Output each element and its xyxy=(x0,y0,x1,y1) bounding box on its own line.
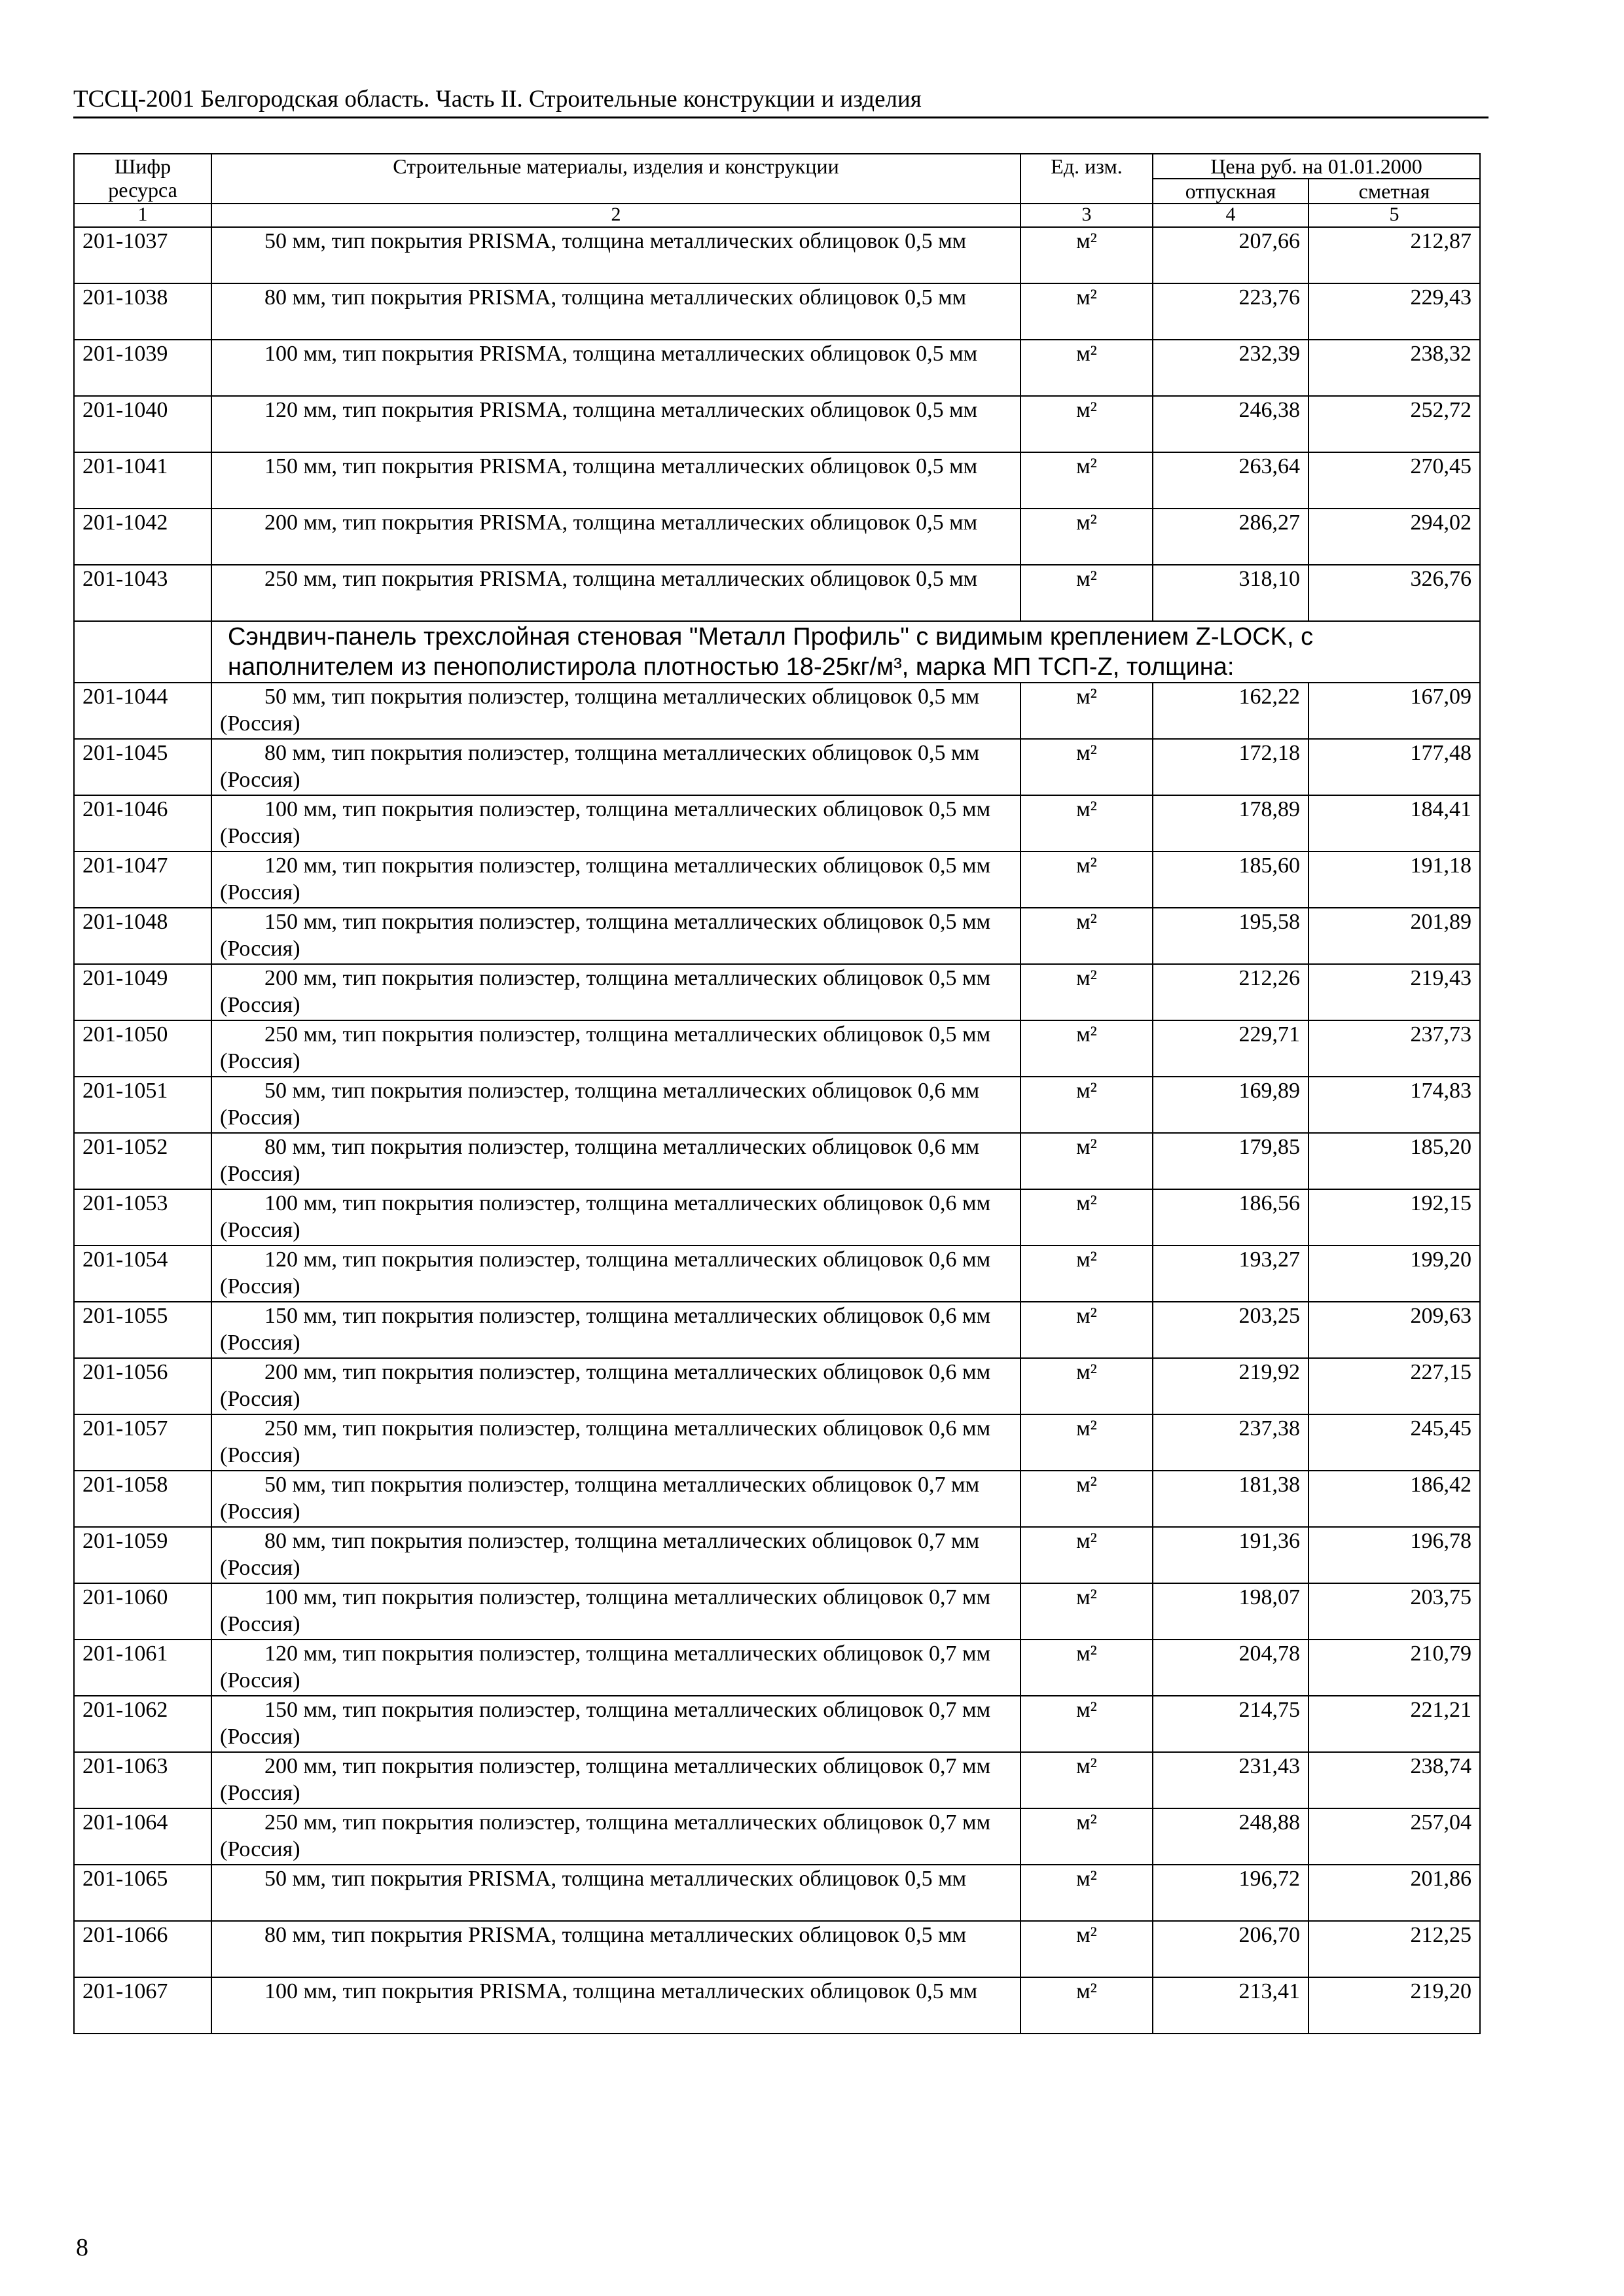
header-materials: Строительные материалы, изделия и конструкции xyxy=(211,154,1020,204)
item-description: 100 мм, тип покрытия полиэстер, толщина металлических облицовок 0,6 мм (Россия) xyxy=(211,1189,1020,1246)
unit-cell: м² xyxy=(1020,1020,1153,1077)
item-description: 100 мм, тип покрытия полиэстер, толщина металлических облицовок 0,7 мм (Россия) xyxy=(211,1583,1020,1640)
header-estimate-price: сметная xyxy=(1308,179,1480,204)
release-price: 203,25 xyxy=(1153,1302,1308,1358)
unit-cell: м² xyxy=(1020,739,1153,795)
release-price: 172,18 xyxy=(1153,739,1308,795)
release-price: 246,38 xyxy=(1153,396,1308,452)
release-price: 286,27 xyxy=(1153,509,1308,565)
estimate-price: 326,76 xyxy=(1308,565,1480,621)
release-price: 162,22 xyxy=(1153,683,1308,739)
resource-code: 201-1048 xyxy=(74,908,211,964)
table-row xyxy=(74,852,1480,908)
estimate-price: 184,41 xyxy=(1308,795,1480,852)
resource-code: 201-1047 xyxy=(74,852,211,908)
estimate-price: 212,25 xyxy=(1308,1921,1480,1977)
table-row xyxy=(74,396,1480,452)
table-row xyxy=(74,283,1480,340)
unit-cell: м² xyxy=(1020,852,1153,908)
column-number: 4 xyxy=(1153,204,1308,227)
table-row xyxy=(74,964,1480,1020)
item-description: 250 мм, тип покрытия полиэстер, толщина металлических облицовок 0,6 мм (Россия) xyxy=(211,1414,1020,1471)
unit-cell: м² xyxy=(1020,1246,1153,1302)
item-description: 120 мм, тип покрытия PRISMA, толщина металлических облицовок 0,5 мм xyxy=(211,396,1020,452)
table-row xyxy=(74,1302,1480,1358)
item-description: 100 мм, тип покрытия PRISMA, толщина металлических облицовок 0,5 мм xyxy=(211,1977,1020,2034)
item-description: 150 мм, тип покрытия полиэстер, толщина металлических облицовок 0,5 мм (Россия) xyxy=(211,908,1020,964)
resource-code: 201-1059 xyxy=(74,1527,211,1583)
release-price: 185,60 xyxy=(1153,852,1308,908)
table-row xyxy=(74,1414,1480,1471)
release-price: 248,88 xyxy=(1153,1808,1308,1865)
price-table xyxy=(73,153,1481,2034)
resource-code: 201-1040 xyxy=(74,396,211,452)
estimate-price: 192,15 xyxy=(1308,1189,1480,1246)
item-description: 50 мм, тип покрытия полиэстер, толщина металлических облицовок 0,7 мм (Россия) xyxy=(211,1471,1020,1527)
unit-cell: м² xyxy=(1020,509,1153,565)
table-row xyxy=(74,509,1480,565)
resource-code: 201-1053 xyxy=(74,1189,211,1246)
release-price: 318,10 xyxy=(1153,565,1308,621)
release-price: 207,66 xyxy=(1153,227,1308,283)
resource-code: 201-1041 xyxy=(74,452,211,509)
unit-cell: м² xyxy=(1020,964,1153,1020)
table-row xyxy=(74,1077,1480,1133)
item-description: 150 мм, тип покрытия полиэстер, толщина металлических облицовок 0,6 мм (Россия) xyxy=(211,1302,1020,1358)
resource-code: 201-1060 xyxy=(74,1583,211,1640)
release-price: 214,75 xyxy=(1153,1696,1308,1752)
column-number: 1 xyxy=(74,204,211,227)
table-row xyxy=(74,795,1480,852)
estimate-price: 201,89 xyxy=(1308,908,1480,964)
header-price: Цена руб. на 01.01.2000 xyxy=(1153,154,1480,179)
release-price: 232,39 xyxy=(1153,340,1308,396)
table-row xyxy=(74,1921,1480,1977)
unit-cell: м² xyxy=(1020,1865,1153,1921)
table-row xyxy=(74,340,1480,396)
estimate-price: 229,43 xyxy=(1308,283,1480,340)
estimate-price: 186,42 xyxy=(1308,1471,1480,1527)
item-description: 80 мм, тип покрытия PRISMA, толщина металлических облицовок 0,5 мм xyxy=(211,1921,1020,1977)
resource-code: 201-1057 xyxy=(74,1414,211,1471)
resource-code: 201-1063 xyxy=(74,1752,211,1808)
resource-code: 201-1055 xyxy=(74,1302,211,1358)
estimate-price: 219,20 xyxy=(1308,1977,1480,2034)
estimate-price: 237,73 xyxy=(1308,1020,1480,1077)
table-row xyxy=(74,1133,1480,1189)
resource-code: 201-1061 xyxy=(74,1640,211,1696)
release-price: 193,27 xyxy=(1153,1246,1308,1302)
item-description: 200 мм, тип покрытия PRISMA, толщина металлических облицовок 0,5 мм xyxy=(211,509,1020,565)
unit-cell: м² xyxy=(1020,283,1153,340)
item-description: 250 мм, тип покрытия полиэстер, толщина металлических облицовок 0,5 мм (Россия) xyxy=(211,1020,1020,1077)
item-description: 120 мм, тип покрытия полиэстер, толщина металлических облицовок 0,6 мм (Россия) xyxy=(211,1246,1020,1302)
unit-cell: м² xyxy=(1020,795,1153,852)
release-price: 213,41 xyxy=(1153,1977,1308,2034)
resource-code: 201-1044 xyxy=(74,683,211,739)
unit-cell: м² xyxy=(1020,1696,1153,1752)
unit-cell: м² xyxy=(1020,1414,1153,1471)
estimate-price: 294,02 xyxy=(1308,509,1480,565)
table-header-row xyxy=(74,154,1480,179)
resource-code: 201-1039 xyxy=(74,340,211,396)
estimate-price: 219,43 xyxy=(1308,964,1480,1020)
group-row xyxy=(74,621,1480,683)
estimate-price: 203,75 xyxy=(1308,1583,1480,1640)
estimate-price: 191,18 xyxy=(1308,852,1480,908)
estimate-price: 238,74 xyxy=(1308,1752,1480,1808)
release-price: 212,26 xyxy=(1153,964,1308,1020)
item-description: 80 мм, тип покрытия полиэстер, толщина металлических облицовок 0,6 мм (Россия) xyxy=(211,1133,1020,1189)
estimate-price: 252,72 xyxy=(1308,396,1480,452)
item-description: 250 мм, тип покрытия PRISMA, толщина металлических облицовок 0,5 мм xyxy=(211,565,1020,621)
release-price: 237,38 xyxy=(1153,1414,1308,1471)
unit-cell: м² xyxy=(1020,1808,1153,1865)
unit-cell: м² xyxy=(1020,1358,1153,1414)
release-price: 196,72 xyxy=(1153,1865,1308,1921)
release-price: 178,89 xyxy=(1153,795,1308,852)
estimate-price: 212,87 xyxy=(1308,227,1480,283)
estimate-price: 210,79 xyxy=(1308,1640,1480,1696)
header-release-price: отпускная xyxy=(1153,179,1308,204)
resource-code: 201-1038 xyxy=(74,283,211,340)
estimate-price: 270,45 xyxy=(1308,452,1480,509)
unit-cell: м² xyxy=(1020,396,1153,452)
unit-cell: м² xyxy=(1020,1752,1153,1808)
item-description: 100 мм, тип покрытия полиэстер, толщина металлических облицовок 0,5 мм (Россия) xyxy=(211,795,1020,852)
resource-code: 201-1042 xyxy=(74,509,211,565)
unit-cell: м² xyxy=(1020,1527,1153,1583)
unit-cell: м² xyxy=(1020,1583,1153,1640)
release-price: 263,64 xyxy=(1153,452,1308,509)
item-description: 100 мм, тип покрытия PRISMA, толщина металлических облицовок 0,5 мм xyxy=(211,340,1020,396)
item-description: 80 мм, тип покрытия PRISMA, толщина металлических облицовок 0,5 мм xyxy=(211,283,1020,340)
release-price: 179,85 xyxy=(1153,1133,1308,1189)
item-description: 250 мм, тип покрытия полиэстер, толщина металлических облицовок 0,7 мм (Россия) xyxy=(211,1808,1020,1865)
unit-cell: м² xyxy=(1020,1921,1153,1977)
estimate-price: 201,86 xyxy=(1308,1865,1480,1921)
column-number: 3 xyxy=(1020,204,1153,227)
table-row xyxy=(74,1752,1480,1808)
table-row xyxy=(74,1977,1480,2034)
estimate-price: 177,48 xyxy=(1308,739,1480,795)
release-price: 198,07 xyxy=(1153,1583,1308,1640)
table-row xyxy=(74,1696,1480,1752)
header-unit: Ед. изм. xyxy=(1020,154,1153,204)
item-description: 120 мм, тип покрытия полиэстер, толщина металлических облицовок 0,7 мм (Россия) xyxy=(211,1640,1020,1696)
table-body-prisma xyxy=(74,227,1480,621)
group-section xyxy=(74,621,1480,683)
release-price: 181,38 xyxy=(1153,1471,1308,1527)
table-row xyxy=(74,908,1480,964)
release-price: 191,36 xyxy=(1153,1527,1308,1583)
resource-code: 201-1045 xyxy=(74,739,211,795)
resource-code: 201-1058 xyxy=(74,1471,211,1527)
unit-cell: м² xyxy=(1020,1302,1153,1358)
item-description: 50 мм, тип покрытия PRISMA, толщина металлических облицовок 0,5 мм xyxy=(211,1865,1020,1921)
unit-cell: м² xyxy=(1020,1133,1153,1189)
item-description: 50 мм, тип покрытия PRISMA, толщина металлических облицовок 0,5 мм xyxy=(211,227,1020,283)
release-price: 206,70 xyxy=(1153,1921,1308,1977)
estimate-price: 227,15 xyxy=(1308,1358,1480,1414)
release-price: 195,58 xyxy=(1153,908,1308,964)
resource-code: 201-1046 xyxy=(74,795,211,852)
release-price: 169,89 xyxy=(1153,1077,1308,1133)
resource-code: 201-1051 xyxy=(74,1077,211,1133)
estimate-price: 167,09 xyxy=(1308,683,1480,739)
estimate-price: 221,21 xyxy=(1308,1696,1480,1752)
resource-code: 201-1067 xyxy=(74,1977,211,2034)
resource-code: 201-1056 xyxy=(74,1358,211,1414)
group-title: Сэндвич-панель трехслойная стеновая "Металл Профиль" с видимым креплением Z-LOCK, с наполнителем из пенополистирола плотностью 18-25кг/м³, марка МП ТСП-Z, толщина: xyxy=(211,621,1480,683)
resource-code: 201-1065 xyxy=(74,1865,211,1921)
item-description: 150 мм, тип покрытия полиэстер, толщина металлических облицовок 0,7 мм (Россия) xyxy=(211,1696,1020,1752)
table-row xyxy=(74,1865,1480,1921)
estimate-price: 257,04 xyxy=(1308,1808,1480,1865)
item-description: 200 мм, тип покрытия полиэстер, толщина металлических облицовок 0,7 мм (Россия) xyxy=(211,1752,1020,1808)
resource-code: 201-1054 xyxy=(74,1246,211,1302)
resource-code: 201-1062 xyxy=(74,1696,211,1752)
resource-code: 201-1050 xyxy=(74,1020,211,1077)
table-row xyxy=(74,739,1480,795)
table-row xyxy=(74,1640,1480,1696)
unit-cell: м² xyxy=(1020,908,1153,964)
estimate-price: 185,20 xyxy=(1308,1133,1480,1189)
release-price: 186,56 xyxy=(1153,1189,1308,1246)
item-description: 150 мм, тип покрытия PRISMA, толщина металлических облицовок 0,5 мм xyxy=(211,452,1020,509)
resource-code: 201-1064 xyxy=(74,1808,211,1865)
header-code: Шифр ресурса xyxy=(74,154,211,204)
item-description: 200 мм, тип покрытия полиэстер, толщина металлических облицовок 0,6 мм (Россия) xyxy=(211,1358,1020,1414)
unit-cell: м² xyxy=(1020,1077,1153,1133)
column-number: 2 xyxy=(211,204,1020,227)
table-row xyxy=(74,1471,1480,1527)
unit-cell: м² xyxy=(1020,227,1153,283)
estimate-price: 238,32 xyxy=(1308,340,1480,396)
unit-cell: м² xyxy=(1020,683,1153,739)
column-number-row xyxy=(74,204,1480,227)
table-row xyxy=(74,1808,1480,1865)
table-row xyxy=(74,1358,1480,1414)
item-description: 200 мм, тип покрытия полиэстер, толщина металлических облицовок 0,5 мм (Россия) xyxy=(211,964,1020,1020)
resource-code: 201-1043 xyxy=(74,565,211,621)
estimate-price: 196,78 xyxy=(1308,1527,1480,1583)
table-row xyxy=(74,565,1480,621)
unit-cell: м² xyxy=(1020,565,1153,621)
unit-cell: м² xyxy=(1020,1471,1153,1527)
unit-cell: м² xyxy=(1020,452,1153,509)
estimate-price: 245,45 xyxy=(1308,1414,1480,1471)
release-price: 204,78 xyxy=(1153,1640,1308,1696)
table-row xyxy=(74,1246,1480,1302)
table-row xyxy=(74,1527,1480,1583)
resource-code: 201-1052 xyxy=(74,1133,211,1189)
unit-cell: м² xyxy=(1020,340,1153,396)
resource-code: 201-1037 xyxy=(74,227,211,283)
estimate-price: 199,20 xyxy=(1308,1246,1480,1302)
release-price: 229,71 xyxy=(1153,1020,1308,1077)
unit-cell: м² xyxy=(1020,1189,1153,1246)
release-price: 219,92 xyxy=(1153,1358,1308,1414)
item-description: 80 мм, тип покрытия полиэстер, толщина металлических облицовок 0,5 мм (Россия) xyxy=(211,739,1020,795)
column-number: 5 xyxy=(1308,204,1480,227)
release-price: 231,43 xyxy=(1153,1752,1308,1808)
unit-cell: м² xyxy=(1020,1977,1153,2034)
table-body-sandwich xyxy=(74,683,1480,2034)
table-row xyxy=(74,1583,1480,1640)
table-row xyxy=(74,452,1480,509)
item-description: 80 мм, тип покрытия полиэстер, толщина металлических облицовок 0,7 мм (Россия) xyxy=(211,1527,1020,1583)
table-row xyxy=(74,683,1480,739)
table-row xyxy=(74,1189,1480,1246)
estimate-price: 209,63 xyxy=(1308,1302,1480,1358)
table-row xyxy=(74,227,1480,283)
release-price: 223,76 xyxy=(1153,283,1308,340)
page-number: 8 xyxy=(76,2234,88,2261)
table-row xyxy=(74,1020,1480,1077)
item-description: 120 мм, тип покрытия полиэстер, толщина металлических облицовок 0,5 мм (Россия) xyxy=(211,852,1020,908)
resource-code: 201-1049 xyxy=(74,964,211,1020)
item-description: 50 мм, тип покрытия полиэстер, толщина металлических облицовок 0,6 мм (Россия) xyxy=(211,1077,1020,1133)
estimate-price: 174,83 xyxy=(1308,1077,1480,1133)
resource-code: 201-1066 xyxy=(74,1921,211,1977)
item-description: 50 мм, тип покрытия полиэстер, толщина металлических облицовок 0,5 мм (Россия) xyxy=(211,683,1020,739)
unit-cell: м² xyxy=(1020,1640,1153,1696)
page-header: ТССЦ-2001 Белгородская область. Часть II. Строительные конструкции и изделия xyxy=(73,85,1489,118)
